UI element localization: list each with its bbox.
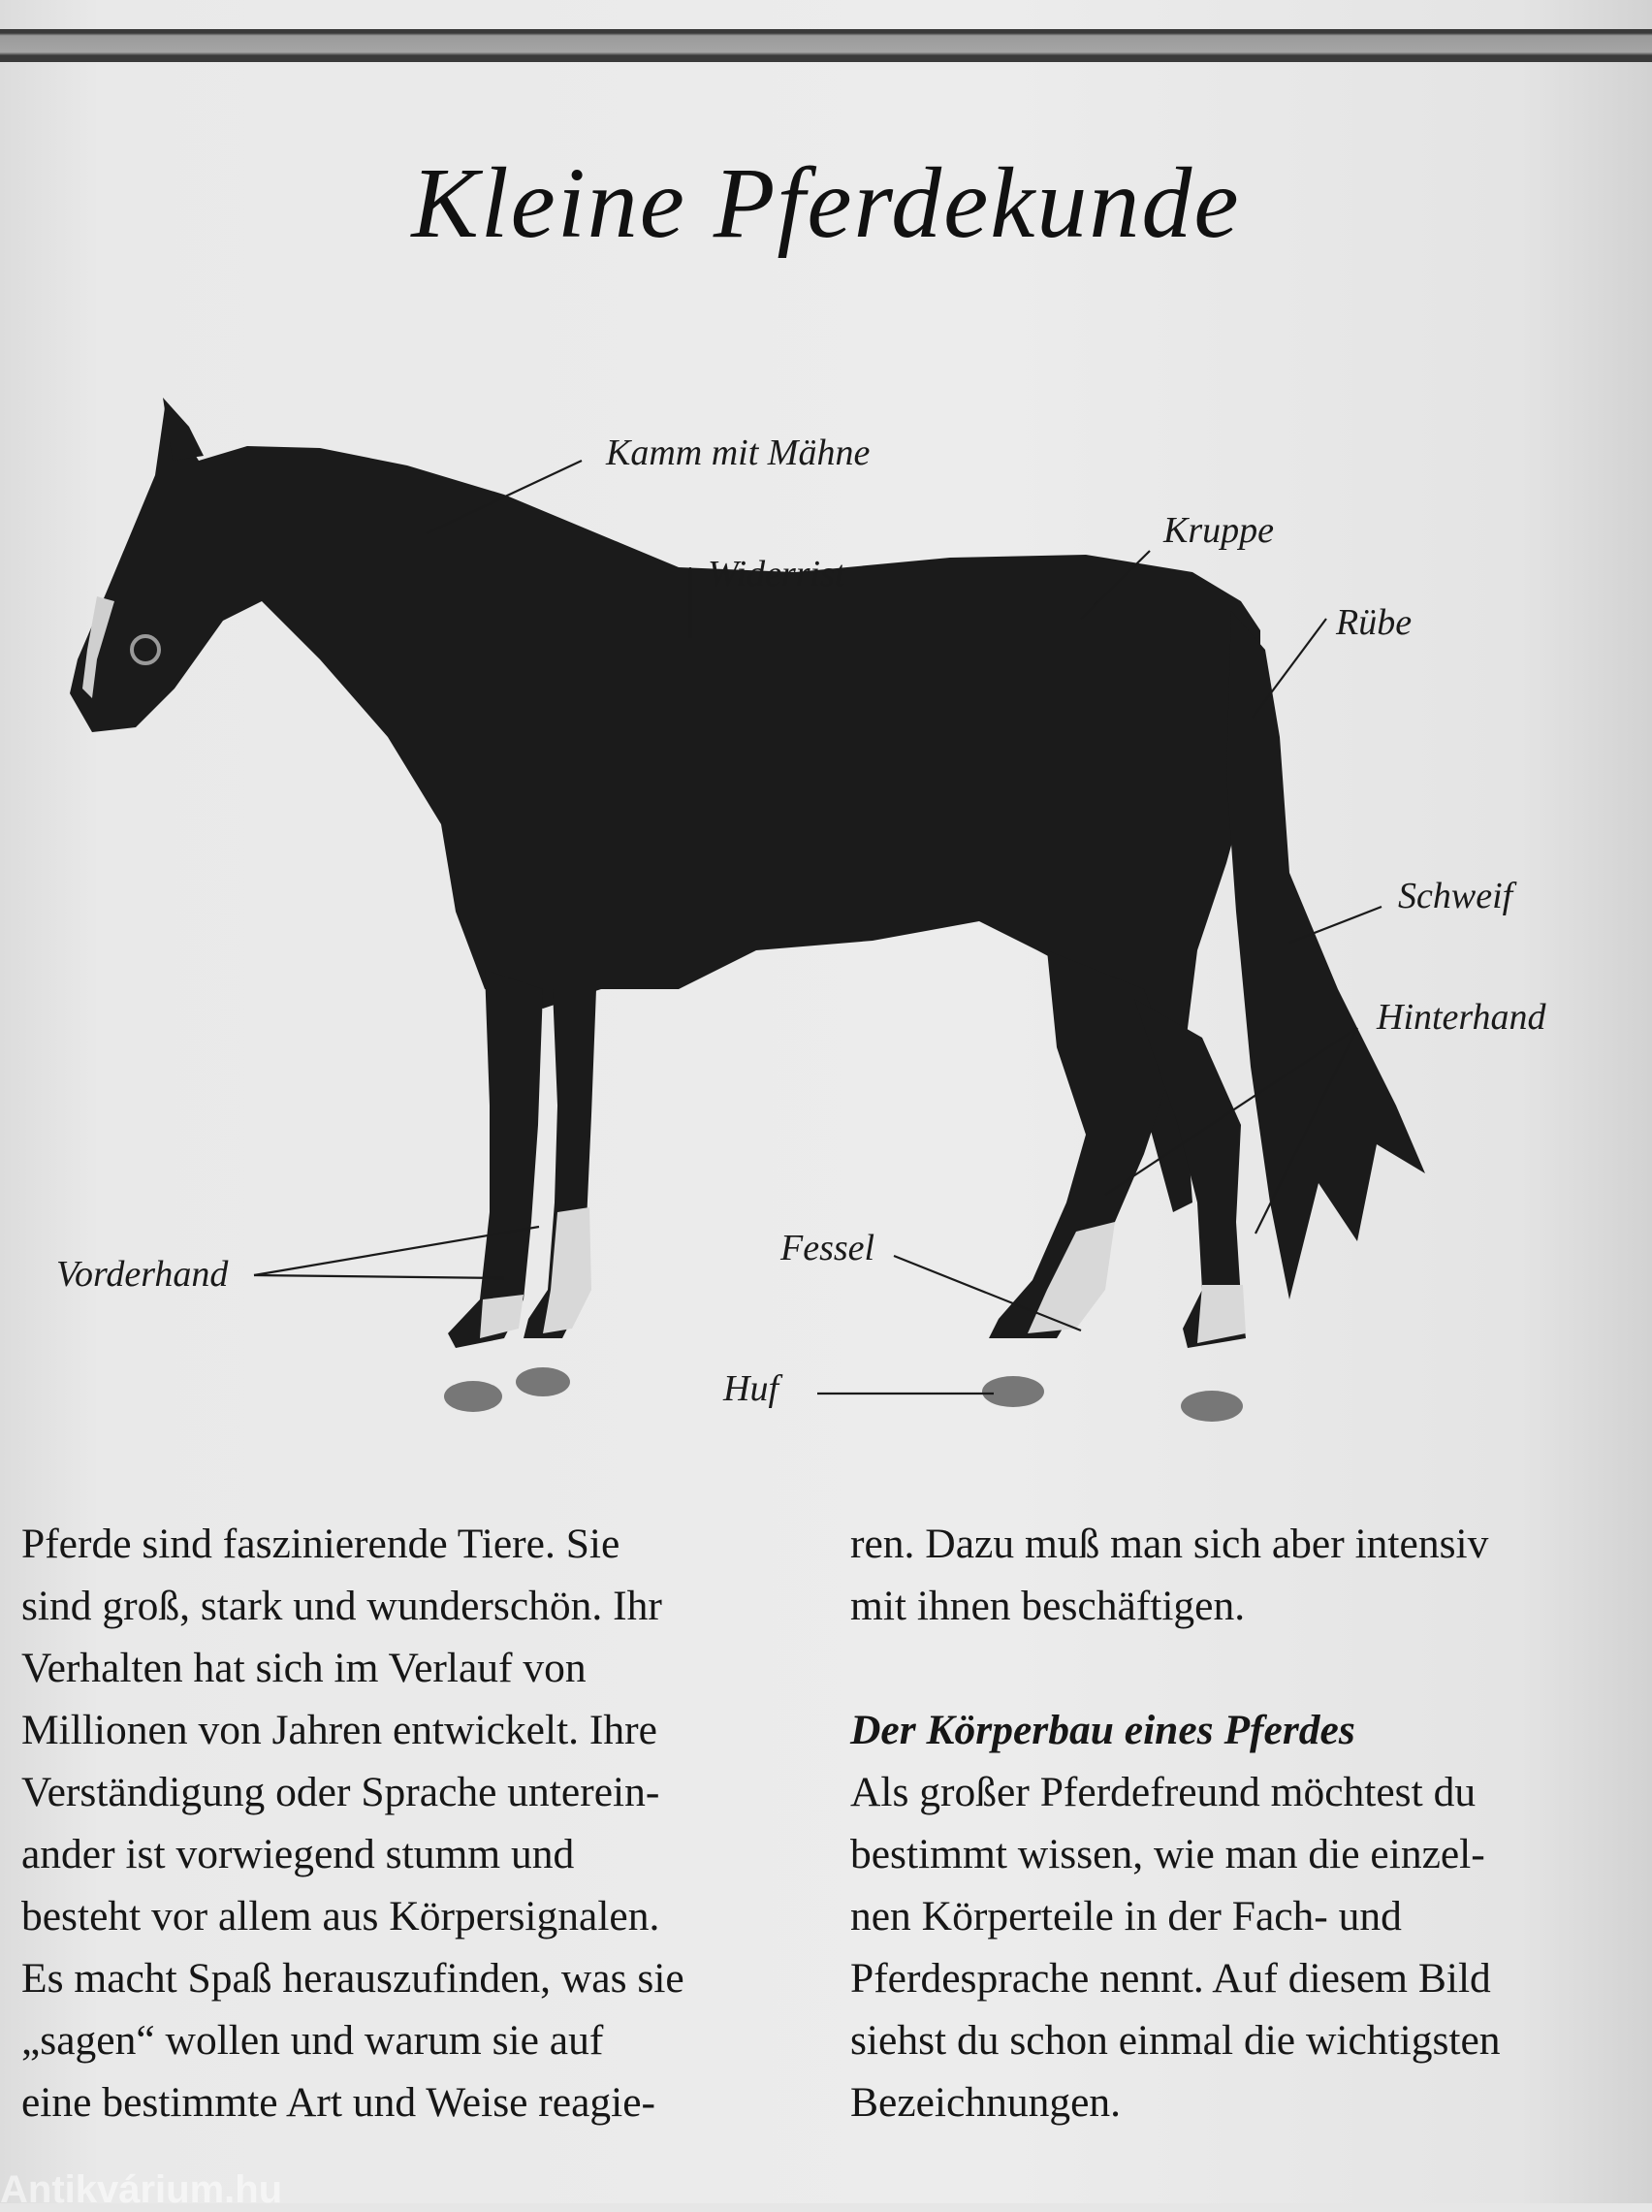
section-heading: Der Körperbau eines Pferdes <box>850 1707 1355 1753</box>
label-vorderhand: Vorderhand <box>56 1254 229 1295</box>
label-fessel: Fessel <box>780 1228 875 1268</box>
body-text <box>21 1513 1631 2153</box>
label-hinterhand: Hinterhand <box>1377 997 1546 1038</box>
text-column-left <box>21 1513 816 2133</box>
text-line: ren. Dazu muß man sich aber intensiv <box>850 1521 1489 1567</box>
label-kruppe: Kruppe <box>1163 510 1274 551</box>
text-line: Pferde sind faszinierende Tiere. Sie <box>21 1521 620 1567</box>
top-rule <box>0 29 1652 62</box>
text-line: Verhalten hat sich im Verlauf von <box>21 1645 587 1691</box>
text-line: Es macht Spaß herauszufinden, was sie <box>21 1955 684 2002</box>
text-line: Verständigung oder Sprache unterein- <box>21 1769 660 1815</box>
text-line: mit ihnen beschäftigen. <box>850 1583 1246 1629</box>
text-line: besteht vor allem aus Körpersignalen. <box>21 1893 660 1940</box>
label-kamm-mit-maehne: Kamm mit Mähne <box>606 433 871 473</box>
text-column-right <box>850 1513 1645 2133</box>
label-schweif: Schweif <box>1398 876 1513 916</box>
text-line: Millionen von Jahren entwickelt. Ihre <box>21 1707 657 1753</box>
label-widerrist: Widerrist <box>708 554 845 594</box>
text-line: nen Körperteile in der Fach- und <box>850 1893 1402 1940</box>
text-line: siehst du schon einmal die wichtigsten <box>850 2017 1501 2064</box>
text-line: bestimmt wissen, wie man die einzel- <box>850 1831 1485 1877</box>
watermark: Antikvárium.hu <box>0 2168 283 2211</box>
text-line: ander ist vorwiegend stumm und <box>21 1831 575 1877</box>
leader-vorderhand-2 <box>254 1275 504 1278</box>
text-line: Pferdesprache nennt. Auf diesem Bild <box>850 1955 1491 2002</box>
text-line: eine bestimmte Art und Weise reagie- <box>21 2079 656 2126</box>
page-title: Kleine Pferdekunde <box>411 147 1241 259</box>
text-line: Bezeichnungen. <box>850 2079 1122 2126</box>
horse-diagram <box>0 369 1652 1474</box>
label-huf: Huf <box>723 1368 778 1409</box>
text-line: sind groß, stark und wunderschön. Ihr <box>21 1583 662 1629</box>
text-line: „sagen“ wollen und warum sie auf <box>21 2017 604 2064</box>
horse-illustration <box>0 369 1652 1474</box>
text-line: Als großer Pferdefreund möchtest du <box>850 1769 1477 1815</box>
label-ruebe: Rübe <box>1336 602 1413 643</box>
